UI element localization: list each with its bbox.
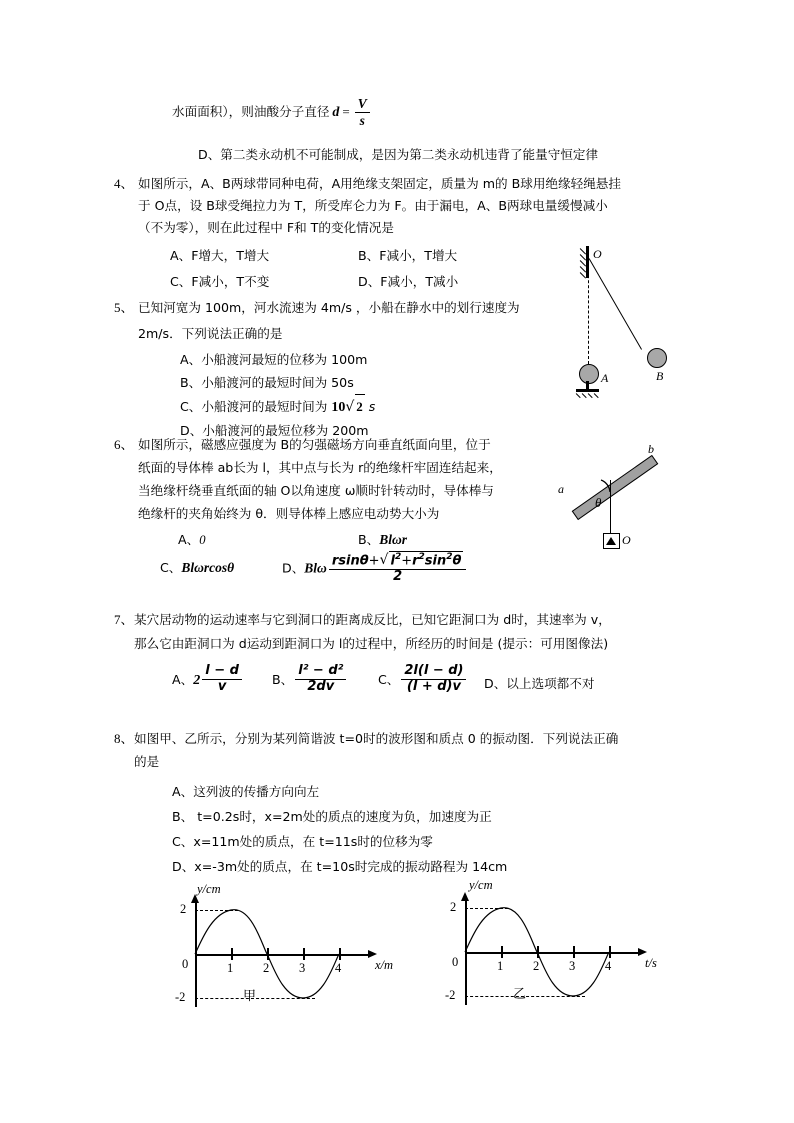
- q7-opt-b-label: B、: [272, 671, 294, 687]
- q7-opt-a-coef: 2: [193, 672, 201, 688]
- question-4-option-d[interactable]: D、F减小，T减小: [358, 274, 459, 289]
- question-7-option-b[interactable]: [272, 665, 348, 696]
- label-o: O: [622, 533, 631, 547]
- chart-jia-xtick-label-3: 3: [299, 961, 306, 975]
- opd-rad-r-exp: 2: [418, 552, 425, 562]
- string-ob: [588, 258, 642, 350]
- question-8-option-c[interactable]: C、x=11m处的质点，在 t=11s时的位移为零: [172, 834, 433, 849]
- chart-jia-xtick-label-0: 0: [182, 957, 189, 971]
- question-7-option-a[interactable]: [172, 665, 244, 696]
- chart-jia-ytick-pos2: 2: [180, 902, 187, 916]
- question-8-option-b[interactable]: B、 t=0.2s时，x=2m处的质点的速度为负，加速度为正: [172, 809, 492, 824]
- chart-yi-xlabel: t/s: [645, 956, 657, 970]
- chart-jia-ylabel: y/cm: [197, 882, 221, 896]
- question-8-option-d[interactable]: D、x=-3m处的质点，在 t=10s时完成的振动路程为 14cm: [172, 859, 508, 874]
- label-o: O: [593, 247, 602, 261]
- ball-a: [579, 364, 599, 384]
- option-b-expr: Blωr: [379, 532, 408, 547]
- option-c-coefficient: 10: [331, 400, 346, 415]
- carryover-text: 水面面积），则油酸分子直径: [172, 104, 330, 120]
- option-d-lead: Blω: [304, 560, 327, 576]
- question-6-line-2: 纸面的导体棒 ab长为 l，其中点与长为 r的绝缘杆牢固连结起来，: [138, 460, 502, 475]
- formula-equals: =: [342, 104, 350, 120]
- option-c-radicand: 2: [355, 394, 365, 418]
- vertical-dashed-line: [588, 260, 589, 364]
- ground-hatch: [576, 393, 581, 398]
- label-a: a: [558, 482, 564, 496]
- question-6-line-3: 当绝缘杆绕垂直纸面的轴 O以角速度 ω顺时针转动时，导体棒与: [138, 483, 494, 498]
- chart-yi-xtick-label-4: 4: [605, 959, 612, 973]
- label-b: B: [656, 369, 664, 383]
- opd-num-sin: sin: [338, 553, 360, 569]
- question-6-option-b[interactable]: [358, 528, 407, 551]
- opd-rad-r: r: [412, 553, 419, 569]
- support-base: [576, 389, 599, 392]
- ground-hatch: [594, 393, 599, 398]
- q7-opt-a-label: A、: [172, 671, 194, 687]
- q7-opt-d-label: D、: [484, 676, 507, 691]
- chart-yi-yaxis-arrow: [461, 892, 469, 901]
- opd-rad-l-exp: 2: [394, 552, 402, 562]
- chart-jia-yaxis-arrow: [191, 894, 199, 903]
- question-5-option-a[interactable]: A、小船渡河最短的位移为 100m: [180, 352, 368, 367]
- formula-numerator: V: [355, 96, 370, 113]
- opd-rad-theta: θ: [452, 553, 462, 569]
- opd-rad-sin-exp: 2: [446, 552, 453, 562]
- opd-rad-sin: sin: [424, 553, 447, 569]
- chart-jia-title: 甲: [243, 989, 257, 1004]
- chart-jia-xtick-label-2: 2: [263, 961, 270, 975]
- rotating-rod-diagram: [552, 438, 732, 578]
- opd-rad-l: l: [390, 553, 395, 569]
- label-a: A: [601, 371, 609, 385]
- ground-hatch: [582, 393, 587, 398]
- q7-opt-c-num: 2l(l − d): [401, 664, 466, 680]
- chart-jia-curve: [195, 910, 347, 1002]
- question-4-option-c[interactable]: C、F减小，T不变: [170, 274, 270, 289]
- question-8-option-a[interactable]: A、这列波的传播方向向左: [172, 784, 320, 799]
- chart-jia-xaxis-arrow: [368, 950, 377, 958]
- chart-jia-xtick-label-1: 1: [227, 961, 234, 975]
- question-5-option-c[interactable]: C、小船渡河的最短时间为 10√ 2 s: [180, 394, 375, 419]
- formula-denominator: s: [359, 112, 365, 128]
- chart-yi-xtick-label-0: 0: [452, 955, 459, 969]
- opd-num-plus: +: [368, 553, 380, 569]
- option-c-prefix: C、小船渡河的最短时间为: [180, 399, 332, 414]
- q7-opt-d-text: 以上选项都不对: [506, 676, 595, 691]
- chart-yi-xtick-label-3: 3: [569, 959, 576, 973]
- option-c-expr: Blωrcosθ: [181, 560, 235, 575]
- question-7-option-d[interactable]: [484, 672, 594, 695]
- question-7-option-c[interactable]: [378, 665, 468, 696]
- question-4-option-a[interactable]: A、F增大，T增大: [170, 248, 270, 263]
- question-6-option-a[interactable]: [178, 528, 206, 552]
- question-5-option-d[interactable]: D、小船渡河的最短位移为 200m: [180, 423, 369, 438]
- question-4-line-2: 于 O点，设 B球受绳拉力为 T，所受库仑力为 F。由于漏电，A、B两球电量缓慢减小: [138, 198, 608, 213]
- question-6-option-d[interactable]: D、Blω $\frac{rsin\theta+√ l^2+r^2\sin^2\theta}{2}$: [282, 552, 468, 586]
- carryover-option-d: D、第二类永动机不可能制成，是因为第二类永动机违背了能量守恒定律: [198, 147, 599, 162]
- chart-yi-ylabel: y/cm: [469, 878, 493, 892]
- question-5-number: 5、: [114, 300, 134, 315]
- label-b: b: [648, 442, 654, 456]
- chart-jia-xtick-label-4: 4: [335, 961, 342, 975]
- question-8-line-1: 如图甲、乙所示，分别为某列简谐波 t=0时的波形图和质点 0 的振动图．下列说法正确: [134, 731, 619, 746]
- question-8-line-2: 的是: [134, 754, 160, 769]
- chart-yi-xtick-label-2: 2: [533, 959, 540, 973]
- question-8-number: 8、: [114, 731, 134, 746]
- opd-rad-plus: +: [401, 553, 413, 569]
- question-5-option-b[interactable]: B、小船渡河的最短时间为 50s: [180, 375, 354, 390]
- chart-jia-xlabel: x/m: [375, 958, 394, 972]
- question-6-line-1: 如图所示，磁感应强度为 B的匀强磁场方向垂直纸面向里，位于: [138, 437, 491, 452]
- formula-variable-d: d: [332, 105, 340, 121]
- carryover-line: [172, 97, 372, 129]
- q7-opt-a-den: v: [217, 678, 227, 694]
- option-c-label: C、: [160, 560, 182, 575]
- question-6-option-c[interactable]: [160, 556, 234, 579]
- option-c-unit: s: [364, 399, 376, 414]
- q7-opt-b-num: l² − d²: [295, 664, 346, 680]
- question-4-number: 4、: [114, 176, 134, 191]
- label-theta: θ: [595, 495, 602, 510]
- chart-yi: [440, 875, 690, 1015]
- question-7-number: 7、: [114, 612, 134, 627]
- question-6-number: 6、: [114, 437, 134, 452]
- chart-yi-xaxis-arrow: [638, 948, 647, 956]
- q7-opt-c-label: C、: [378, 671, 400, 687]
- question-4-line-3: （不为零），则在此过程中 F和 T的变化情况是: [138, 220, 394, 235]
- axis-marker: [606, 537, 616, 545]
- opd-num-theta: θ: [359, 553, 369, 569]
- option-b-label: B、: [358, 532, 380, 547]
- q7-opt-c-den: (l + d)v: [406, 678, 461, 694]
- option-a-expr: 0: [199, 533, 206, 547]
- question-4-line-1: 如图所示，A、B两球带同种电荷，A用绝缘支架固定，质量为 m的 B球用绝缘轻绳悬挂: [138, 176, 621, 191]
- ground-hatch: [588, 393, 593, 398]
- chart-jia: [170, 882, 410, 1015]
- question-5-line-1: 已知河宽为 100m，河水流速为 4m/s ，小船在静水中的划行速度为: [138, 300, 520, 315]
- chart-jia-ytick-neg2: -2: [175, 990, 186, 1004]
- question-6-line-4: 绝缘杆的夹角始终为 θ．则导体棒上感应电动势大小为: [138, 506, 440, 521]
- chart-yi-xtick-label-1: 1: [497, 959, 504, 973]
- chart-yi-ytick-pos2: 2: [450, 900, 457, 914]
- opd-num-r: r: [331, 553, 339, 569]
- pendulum-diagram: [560, 244, 730, 414]
- chart-yi-curve: [465, 908, 617, 1000]
- chart-yi-title: 乙: [513, 987, 527, 1002]
- chart-yi-ytick-neg2: -2: [445, 988, 456, 1002]
- question-5-line-2: 2m/s．下列说法正确的是: [138, 326, 283, 341]
- opd-denominator: 2: [393, 569, 403, 585]
- question-4-option-b[interactable]: B、F减小，T增大: [358, 248, 458, 263]
- option-d-label: D、: [282, 560, 305, 576]
- ball-b: [647, 348, 667, 368]
- q7-opt-a-num: l − d: [202, 664, 242, 680]
- question-7-line-1: 某穴居动物的运动速率与它到洞口的距离成反比，已知它距洞口为 d时，其速率为 v，: [134, 612, 611, 627]
- option-a-label: A、: [178, 532, 200, 547]
- q7-opt-b-den: 2dv: [307, 678, 335, 694]
- question-7-line-2: 那么它由距洞口为 d运动到距洞口为 l的过程中，所经历的时间是 (提示：可用图像法): [134, 636, 609, 651]
